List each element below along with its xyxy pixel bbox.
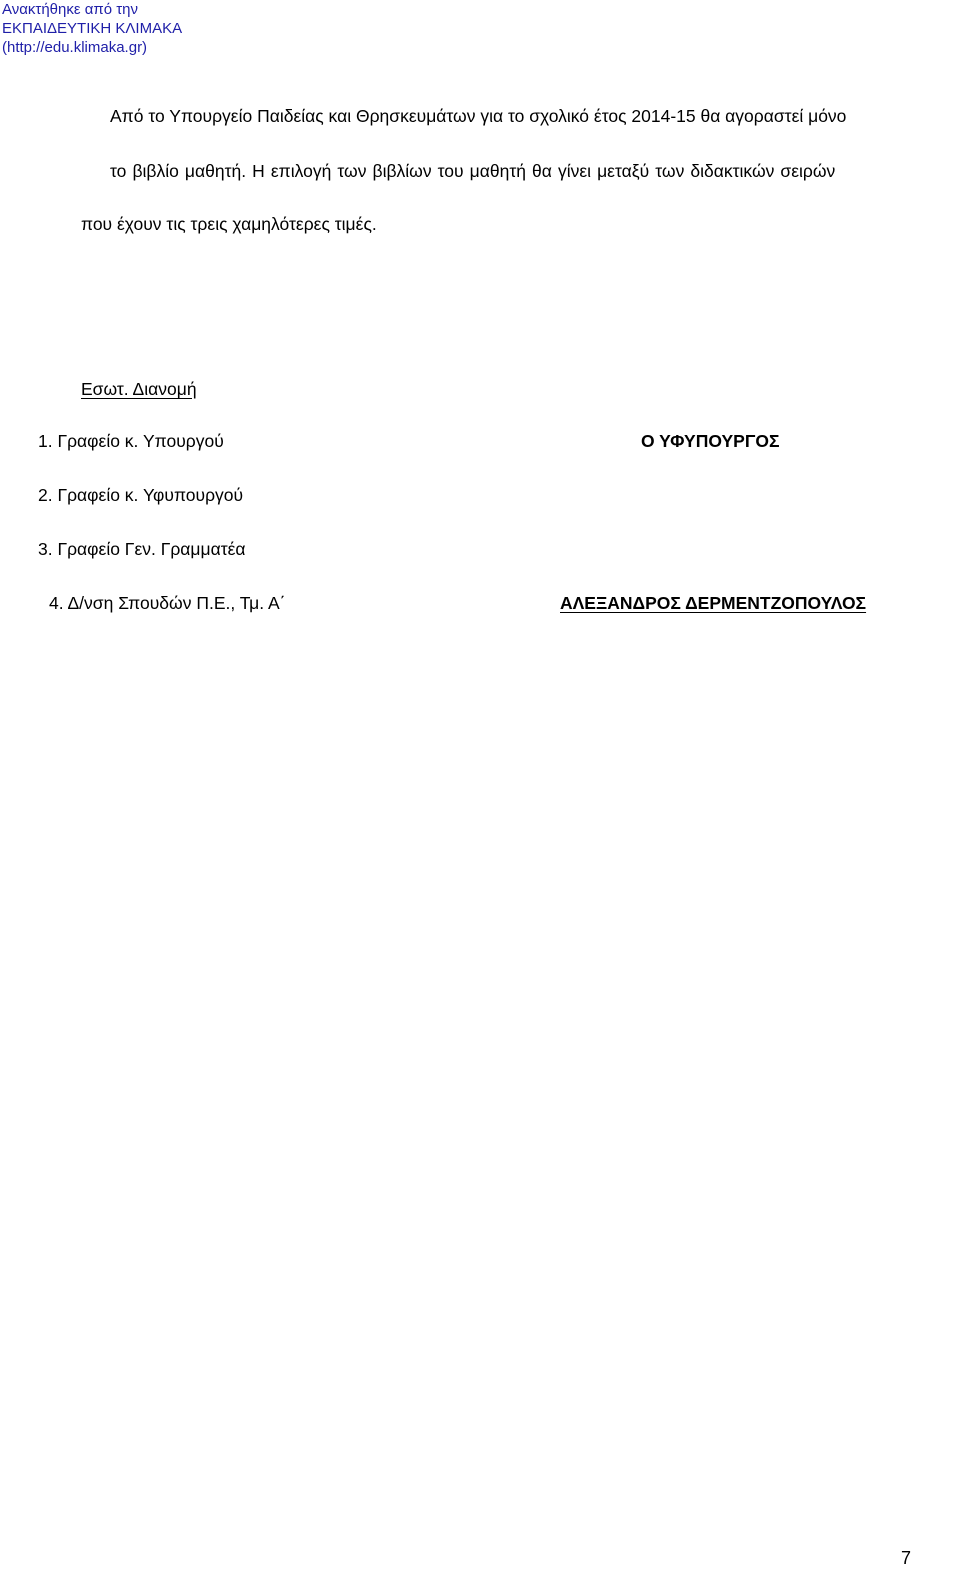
signatory-name: ΑΛΕΞΑΝΔΡΟΣ ΔΕΡΜΕΝΤΖΟΠΟΥΛΟΣ (560, 593, 867, 613)
page-number: 7 (901, 1548, 912, 1568)
signatory-title: Ο ΥΦΥΠΟΥΡΓΟΣ (641, 431, 780, 451)
source-line-2: ΕΚΠΑΙΔΕΥΤΙΚΗ ΚΛΙΜΑΚΑ (2, 20, 183, 37)
distribution-item: 3. Γραφείο Γεν. Γραμματέα (38, 539, 246, 559)
source-line-1: Ανακτήθηκε από την (2, 1, 139, 18)
distribution-title: Εσωτ. Διανομή (81, 379, 197, 399)
paragraph-line-1: Από το Υπουργείο Παιδείας και Θρησκευμάτων για το σχολικό έτος 2014-15 θα αγοραστεί μόνο (110, 106, 847, 126)
distribution-item: 1. Γραφείο κ. Υπουργού (38, 431, 224, 451)
source-line-3: (http://edu.klimaka.gr) (2, 39, 148, 56)
source-watermark (2, 0, 182, 57)
paragraph-line-3: που έχουν τις τρεις χαμηλότερες τιμές. (81, 214, 377, 234)
distribution-item: 2. Γραφείο κ. Υφυπουργού (38, 485, 244, 505)
paragraph-line-2: το βιβλίο μαθητή. Η επιλογή των βιβλίων του μαθητή θα γίνει μεταξύ των διδακτικών σειρών (110, 161, 836, 181)
distribution-item: 4. Δ/νση Σπουδών Π.Ε., Τμ. Α΄ (49, 593, 286, 613)
